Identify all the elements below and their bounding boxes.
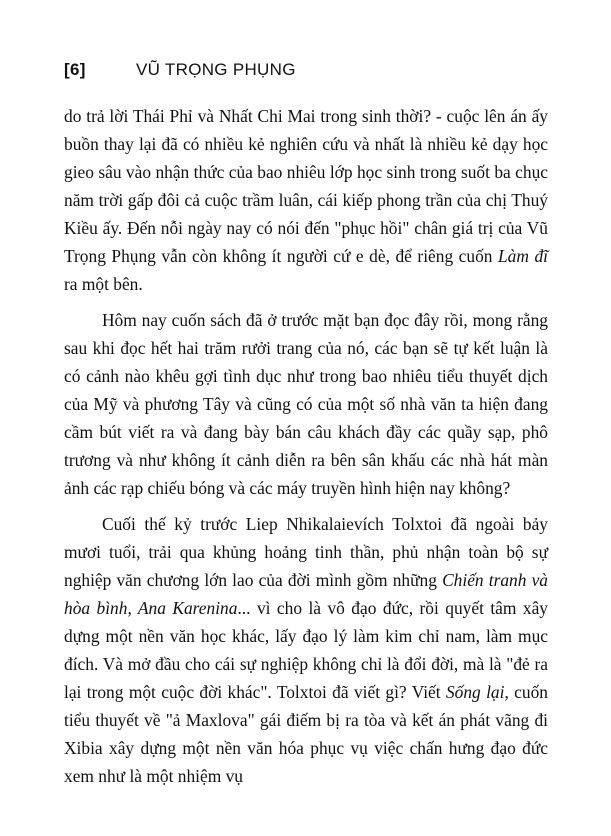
paragraph-text: , cuốn tiểu thuyết về "ả Maxlova" gái điếm bị ra tòa và kết án phát vãng đi Xibia xây dựng một nền văn hóa phục vụ việc chấn hưng đạo đức xem như là một nhiệm vụ	[64, 682, 548, 786]
paragraph	[64, 306, 548, 502]
paragraph-continued	[64, 102, 548, 298]
book-title-italic: Làm đĩ	[498, 246, 548, 266]
paragraph-text: ra một bên.	[64, 274, 143, 294]
running-header	[64, 60, 296, 80]
page-number: [6]	[64, 60, 86, 79]
paragraph-text: do trả lời Thái Phỉ và Nhất Chi Mai trong sinh thời? - cuộc lên án ấy buồn thay lại đã có nhiều kẻ nghiên cứu và nhất là nhiều kẻ dạy học gieo sâu vào nhận thức của bao nhiêu lớp học sinh trong suốt ba chục năm trời gấp đôi cả cuộc trầm luân, cái kiếp phong trần của chị Thuý Kiều ấy. Đến nỗi ngày nay có nói đến "phục hồi" chân giá trị của Vũ Trọng Phụng vẫn còn không ít người cứ e dè, để riêng cuốn	[64, 106, 548, 266]
paragraph-text: Cuối thế kỷ trước Liep Nhikalaievích Tolxtoi đã ngoài bảy mươi tuổi, trải qua khủng hoảng tinh thần, phủ nhận toàn bộ sự nghiệp văn chương lớn lao của đời mình gồm những	[64, 514, 548, 590]
paragraph-text: ... vì cho là vô đạo đức, rồi quyết tâm xây dựng một nền văn học khác, lấy đạo lý làm kim chỉ nam, làm mục đích. Và mở đầu cho cái sự nghiệp không chỉ là đổi đời, mà là "đẻ ra lại trong một cuộc đời khác". Tolxtoi đã viết gì? Viết	[64, 598, 548, 702]
book-title-italic: Sống lại	[445, 682, 505, 702]
body-text	[64, 102, 548, 798]
book-titles-italic: Chiến tranh và hòa bình, Ana Karenina	[64, 570, 548, 618]
running-title: VŨ TRỌNG PHỤNG	[136, 60, 296, 79]
paragraph	[64, 510, 548, 790]
paragraph-text: Hôm nay cuốn sách đã ở trước mặt bạn đọc đây rồi, mong rằng sau khi đọc hết hai trăm rưởi trang của nó, các bạn sẽ tự kết luận là có cảnh nào khêu gợi tình dục như trong bao nhiêu tiểu thuyết dịch của Mỹ và phương Tây và cũng có của một số nhà văn ta hiện đang cầm bút viết ra và đang bày bán câu khách đầy các quầy sạp, phô trương và như không ít cảnh diễn ra bên sân khấu các nhà hát màn ảnh các rạp chiếu bóng và các máy truyền hình hiện nay không?	[64, 310, 548, 498]
